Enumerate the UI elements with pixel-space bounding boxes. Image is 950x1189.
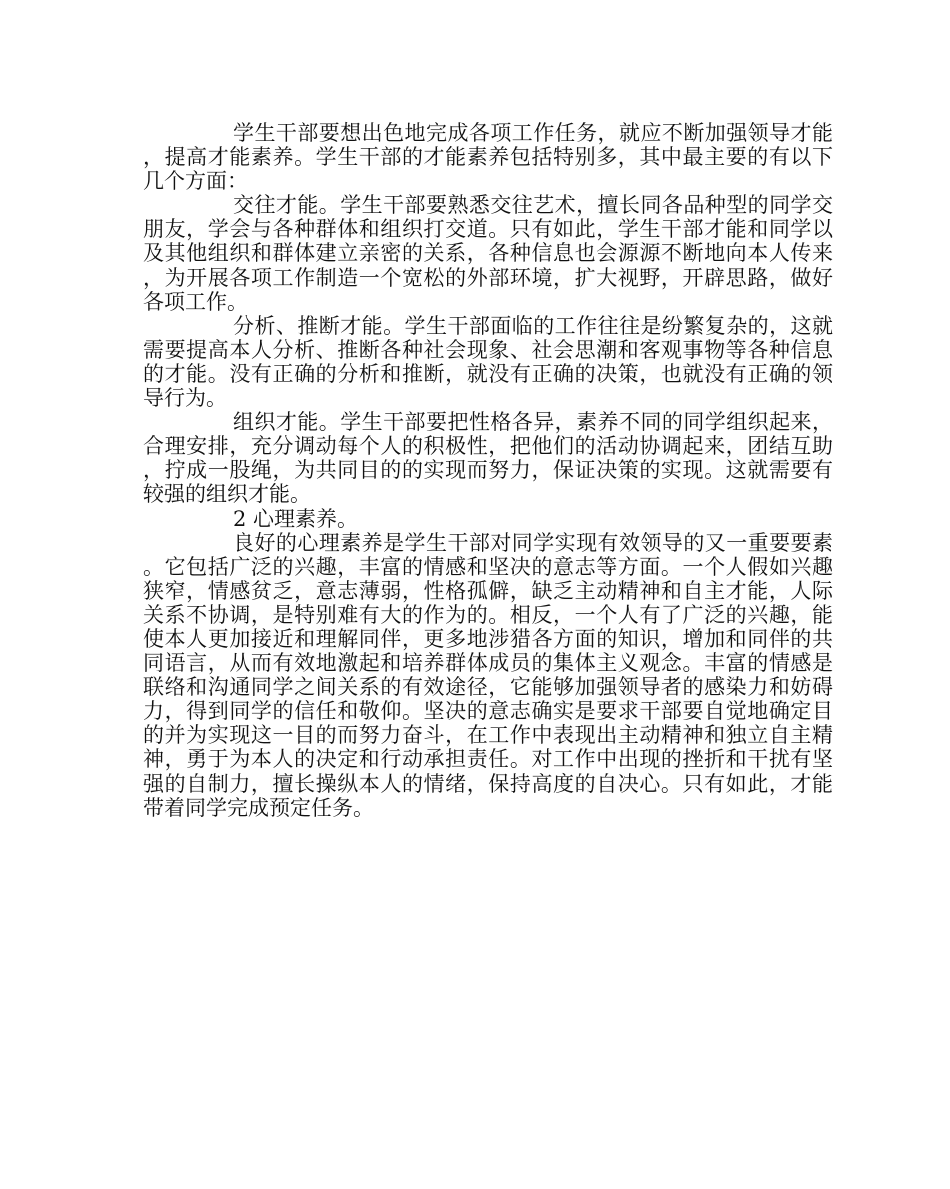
paragraph-psychological-quality: 良好的心理素养是学生干部对同学实现有效领导的又一重要要素。它包括广泛的兴趣，丰富的情感和坚决的意志等方面。一个人假如兴趣狭窄，情感贫乏，意志薄弱，性格孤僻，缺乏主动精神和自主才能，人际关系不协调，是特别难有大的作为的。相反，一个人有了广泛的兴趣，能使本人更加接近和理解同伴，更多地涉猎各方面的知识，增加和同伴的共同语言，从而有效地激起和培养群体成员的集体主义观念。丰富的情感是联络和沟通同学之间关系的有效途径，它能够加强领导者的感染力和妨碍力，得到同学的信任和敬仰。坚决的意志确实是要求干部要自觉地确定目的并为实现这一目的而努力奋斗，在工作中表现出主动精神和独立自主精神，勇于为本人的决定和行动承担责任。对工作中出现的挫折和干扰有坚强的自制力，擅长操纵本人的情绪，保持高度的自决心。只有如此，才能带着同学完成预定任务。: [143, 530, 833, 820]
paragraph-intro: 学生干部要想出色地完成各项工作任务，就应不断加强领导才能，提高才能素养。学生干部的才能素养包括特别多，其中最主要的有以下几个方面：: [143, 121, 833, 194]
paragraph-communication-ability: 交往才能。学生干部要熟悉交往艺术，擅长同各品种型的同学交朋友，学会与各种群体和组织打交道。只有如此，学生干部才能和同学以及其他组织和群体建立亲密的关系，各种信息也会源源不断地向本人传来，为开展各项工作制造一个宽松的外部环境，扩大视野，开辟思路，做好各项工作。: [143, 193, 833, 314]
document-page: [143, 121, 833, 820]
section-heading-psychological: 2 心理素养。: [233, 506, 359, 531]
paragraph-organization-ability: 组织才能。学生干部要把性格各异，素养不同的同学组织起来，合理安排，充分调动每个人的积极性，把他们的活动协调起来，团结互助，拧成一股绳，为共同目的的实现而努力，保证决策的实现。这就需要有较强的组织才能。: [143, 410, 833, 507]
paragraph-analysis-ability: 分析、推断才能。学生干部面临的工作往往是纷繁复杂的，这就需要提高本人分析、推断各种社会现象、社会思潮和客观事物等各种信息的才能。没有正确的分析和推断，就没有正确的决策，也就没有正确的领导行为。: [143, 313, 833, 411]
